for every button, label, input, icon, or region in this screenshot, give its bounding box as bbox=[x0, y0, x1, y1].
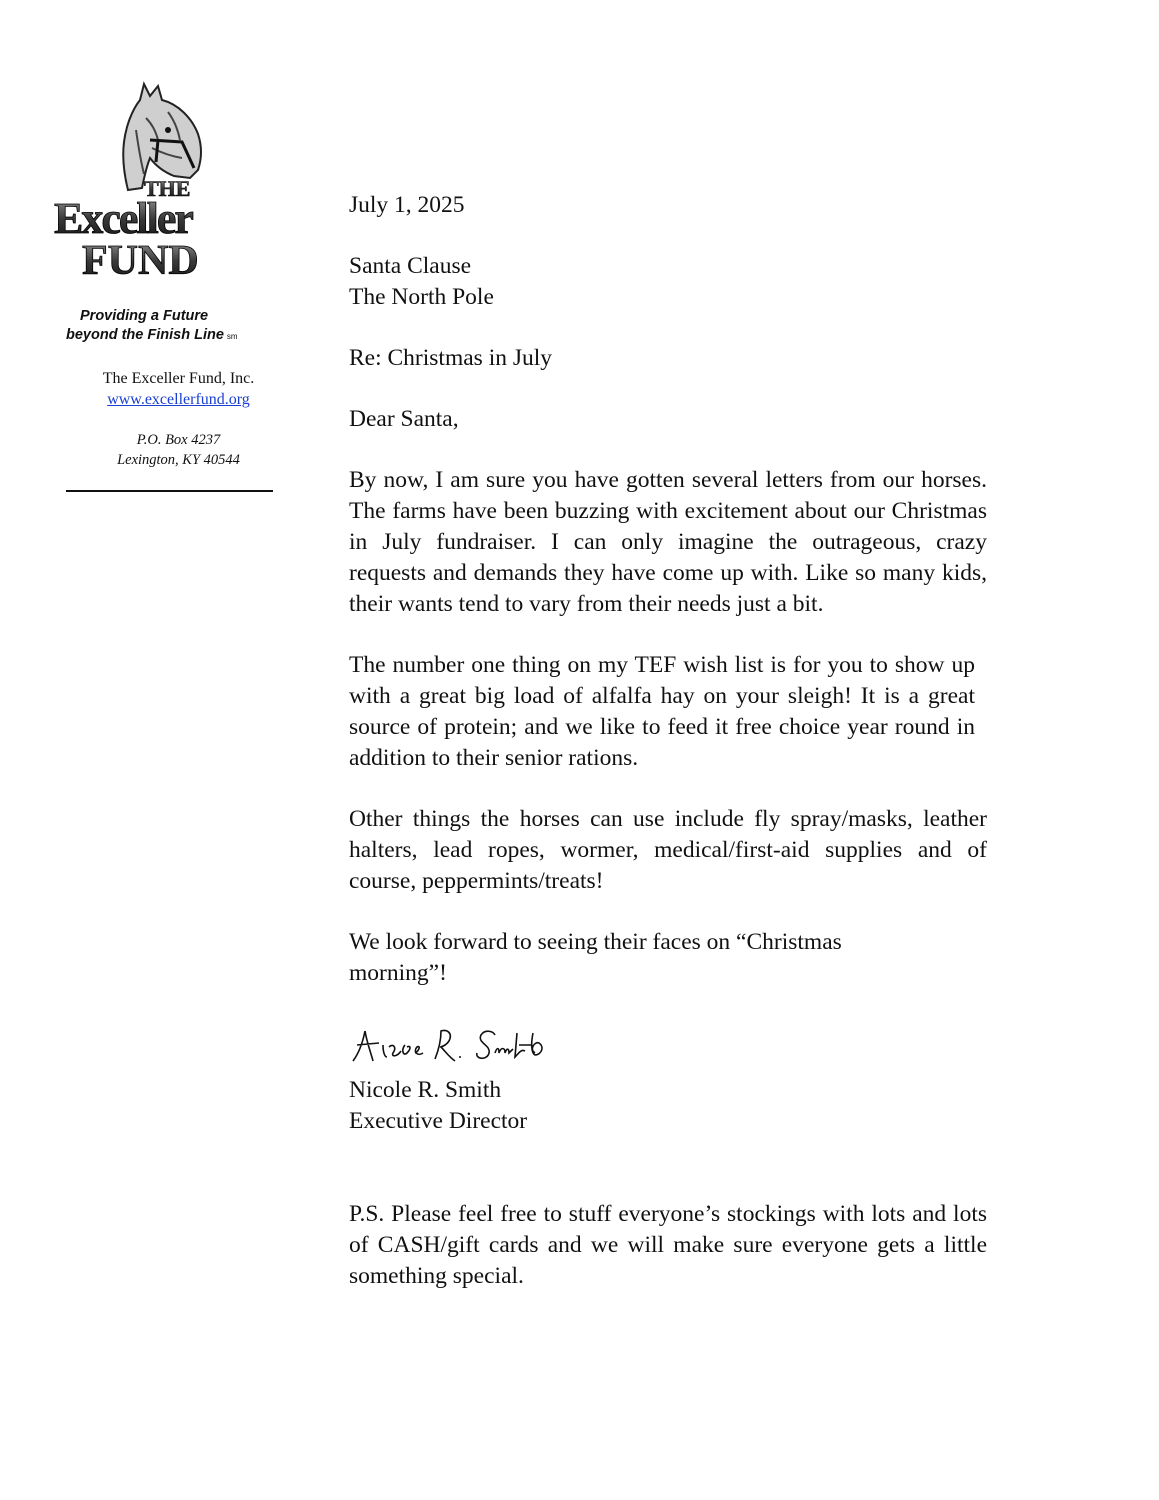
letter-date: July 1, 2025 bbox=[349, 192, 465, 218]
logo-text-fund: FUND bbox=[82, 238, 199, 283]
website-link[interactable]: www.excellerfund.org bbox=[107, 391, 250, 408]
mailing-address bbox=[66, 430, 291, 470]
subject-line: Re: Christmas in July bbox=[349, 345, 553, 371]
horse-head-logo-icon bbox=[52, 78, 282, 283]
handwritten-signature bbox=[349, 1023, 987, 1069]
signer-title: Executive Director bbox=[349, 1108, 528, 1134]
logo-text-exceller: Exceller bbox=[54, 194, 192, 243]
recipient-name: Santa Clause bbox=[349, 253, 472, 279]
postscript: P.S. Please feel free to stuff everyone’s stockings with lots and lots of CASH/gift cards and we will make sure everyone gets a little something special. bbox=[349, 1201, 987, 1289]
sidebar-divider bbox=[66, 490, 273, 492]
logo-text-the: THE bbox=[144, 176, 191, 201]
paragraph-4: We look forward to seeing their faces on “Christmas morning”! bbox=[349, 929, 842, 986]
paragraph-1: By now, I am sure you have gotten several letters from our horses. The farms have been buzzing with excitement about our Christmas in July fundraiser. I can only imagine the outrageous, crazy requests and demands they have come up with. Like so many kids, their wants tend to vary from their needs just a bit. bbox=[349, 467, 987, 617]
recipient-block bbox=[349, 251, 987, 313]
organization-info bbox=[66, 368, 291, 410]
po-box: P.O. Box 4237 bbox=[136, 432, 221, 448]
letter-body bbox=[349, 190, 987, 1292]
tagline-line-2: beyond the Finish Line bbox=[66, 327, 224, 343]
paragraph-3: Other things the horses can use include fly spray/masks, leather halters, lead ropes, wormer, medical/first-aid supplies and of course, peppermints/treats! bbox=[349, 806, 987, 894]
recipient-location: The North Pole bbox=[349, 284, 494, 310]
signer-block bbox=[349, 1075, 987, 1137]
service-mark: sm bbox=[226, 332, 238, 341]
organization-name: The Exceller Fund, Inc. bbox=[102, 370, 255, 387]
salutation: Dear Santa, bbox=[349, 406, 459, 432]
tagline-line-1: Providing a Future bbox=[80, 308, 209, 324]
paragraph-2: The number one thing on my TEF wish list is for you to show up with a great big load of alfalfa hay on your sleigh! It is a great source of protein; and we like to feed it free choice year round in addition to their senior rations. bbox=[349, 652, 975, 771]
tagline bbox=[66, 307, 296, 346]
city-state-zip: Lexington, KY 40544 bbox=[117, 452, 240, 468]
signature-icon bbox=[349, 1023, 549, 1069]
signer-name: Nicole R. Smith bbox=[349, 1077, 502, 1103]
exceller-fund-logo bbox=[52, 78, 282, 283]
